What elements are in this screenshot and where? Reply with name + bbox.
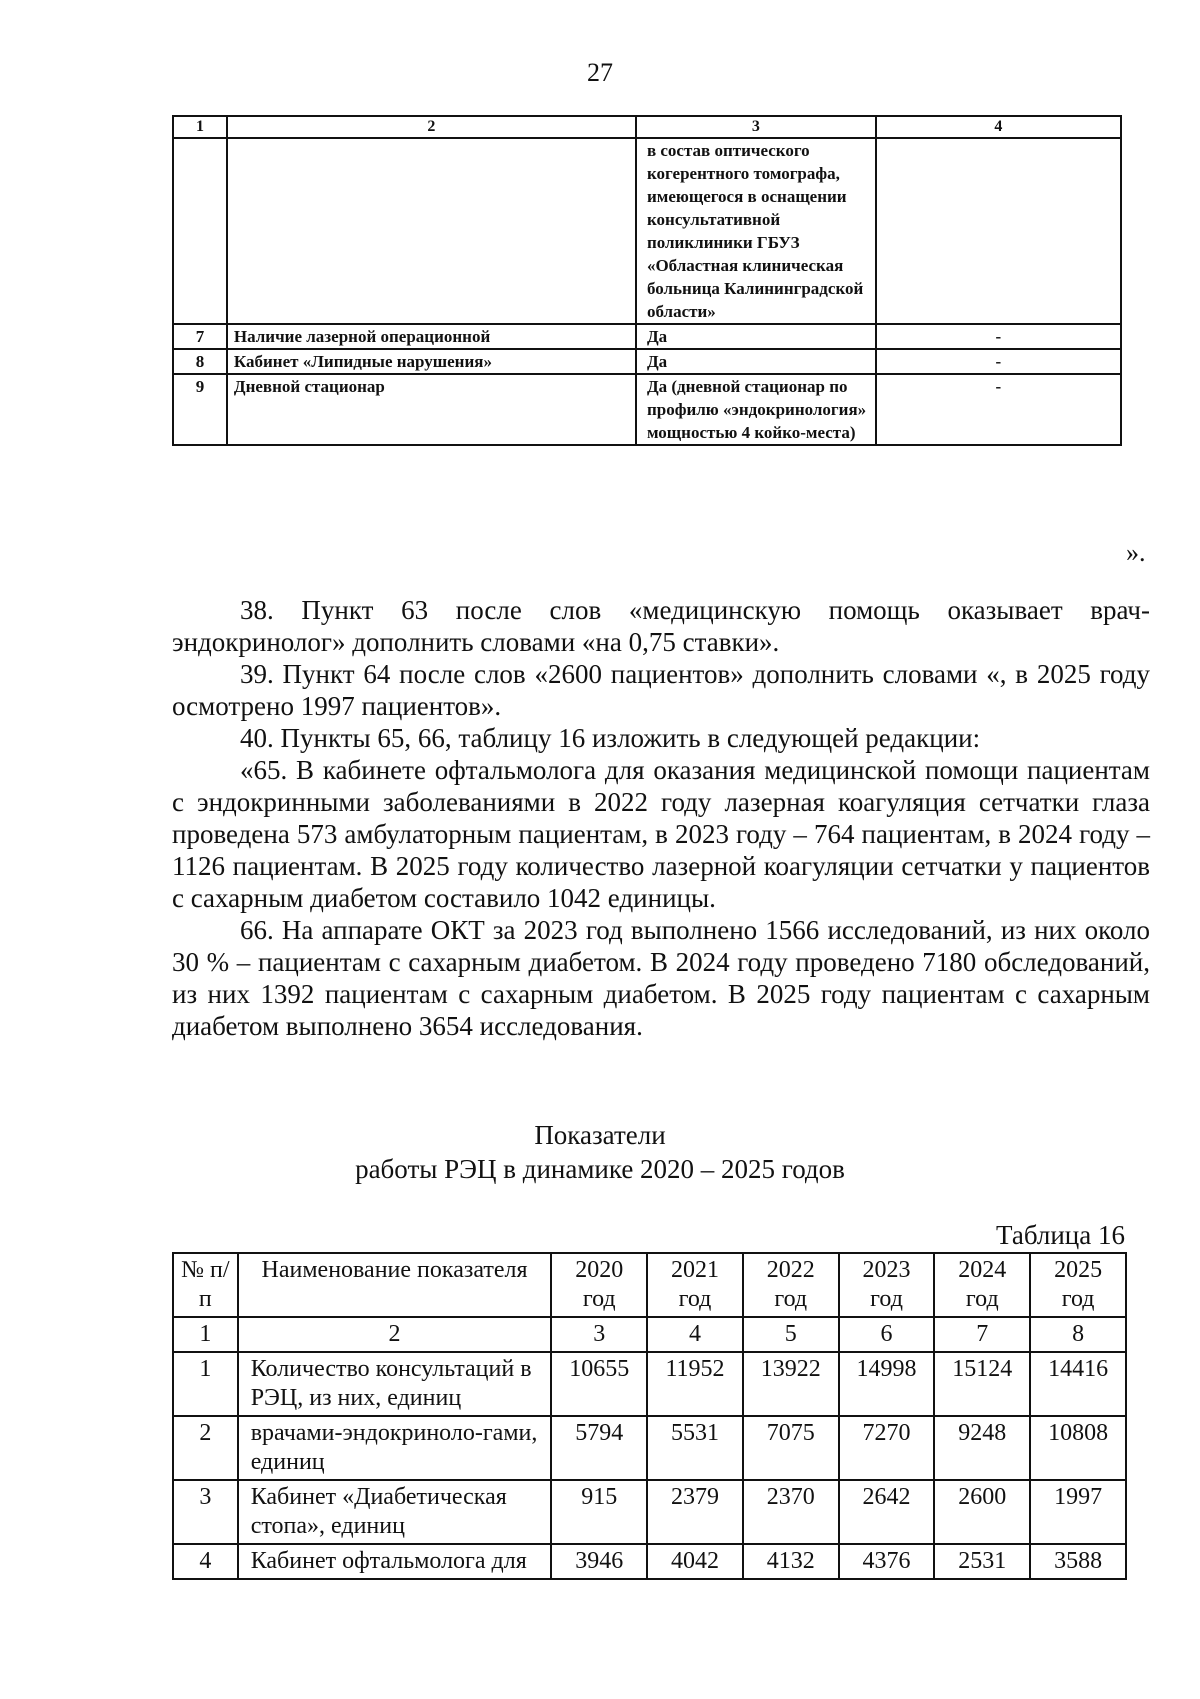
- table-row: [173, 1544, 1126, 1579]
- table-row: [173, 1352, 1126, 1416]
- row-name: врачами-эндокриноло-гами, единиц: [238, 1416, 552, 1480]
- row-name: Количество консультаций в РЭЦ, из них, единиц: [238, 1352, 552, 1416]
- row-note: [876, 138, 1121, 324]
- caption-line-1: Показатели: [534, 1120, 666, 1150]
- body-text: [172, 594, 1150, 1042]
- row-value: 14998: [839, 1352, 935, 1416]
- header-cell: 2: [227, 116, 636, 138]
- row-number: 3: [173, 1480, 238, 1544]
- column-number: 4: [647, 1317, 743, 1352]
- row-note: -: [876, 324, 1121, 349]
- paragraph-66: 66. На аппарате ОКТ за 2023 год выполнено 1566 исследований, из них около 30 % – пациентам с сахарным диабетом. В 2024 году проведено 7180 обследований, из них 1392 пациентам с сахарным диабетом. В 2025 году пациентам с сахарным диабетом выполнено 3654 исследования.: [172, 915, 1150, 1041]
- closing-quote-mark: ».: [1126, 538, 1146, 567]
- row-number: 9: [173, 374, 227, 445]
- header-cell: 3: [636, 116, 876, 138]
- table-row: [173, 374, 1121, 445]
- column-number: 5: [743, 1317, 839, 1352]
- row-value: 7270: [839, 1416, 935, 1480]
- column-number: 7: [934, 1317, 1030, 1352]
- row-value: 4042: [647, 1544, 743, 1579]
- row-value: Да: [636, 324, 876, 349]
- row-value: 1997: [1030, 1480, 1126, 1544]
- row-value: 10808: [1030, 1416, 1126, 1480]
- row-value: 4376: [839, 1544, 935, 1579]
- indicators-table: [172, 1252, 1127, 1580]
- row-value: 4132: [743, 1544, 839, 1579]
- row-value: 2600: [934, 1480, 1030, 1544]
- row-name: Кабинет «Диабетическая стопа», единиц: [238, 1480, 552, 1544]
- column-number: 2: [238, 1317, 552, 1352]
- paragraph-40: 40. Пункты 65, 66, таблицу 16 изложить в следующей редакции:: [240, 723, 981, 753]
- header-year: 2025 год: [1030, 1253, 1126, 1317]
- row-value: 2531: [934, 1544, 1030, 1579]
- table-caption: [0, 1118, 1200, 1186]
- header-year: 2020 год: [551, 1253, 647, 1317]
- header-num: № п/п: [173, 1253, 238, 1317]
- row-number: 4: [173, 1544, 238, 1579]
- row-value: 2379: [647, 1480, 743, 1544]
- row-note: -: [876, 374, 1121, 445]
- row-value: Да (дневной стационар по профилю «эндокринология» мощностью 4 койко-места): [636, 374, 876, 445]
- table-label: Таблица 16: [996, 1220, 1125, 1250]
- caption-line-2: работы РЭЦ в динамике 2020 – 2025 годов: [355, 1154, 845, 1184]
- row-value: 10655: [551, 1352, 647, 1416]
- page-number: 27: [587, 58, 613, 87]
- row-number: [173, 138, 227, 324]
- column-number: 8: [1030, 1317, 1126, 1352]
- row-name: Кабинет «Липидные нарушения»: [227, 349, 636, 374]
- row-number: 1: [173, 1352, 238, 1416]
- row-value: 11952: [647, 1352, 743, 1416]
- row-value: 13922: [743, 1352, 839, 1416]
- row-value: 2642: [839, 1480, 935, 1544]
- row-value: 915: [551, 1480, 647, 1544]
- header-cell: 4: [876, 116, 1121, 138]
- header-year: 2023 год: [839, 1253, 935, 1317]
- paragraph-39: 39. Пункт 64 после слов «2600 пациентов» дополнить словами «, в 2025 году осмотрено 1997 пациентов».: [172, 659, 1150, 721]
- row-value: 2370: [743, 1480, 839, 1544]
- column-number: 1: [173, 1317, 238, 1352]
- continuation-table: [172, 115, 1122, 446]
- row-note: -: [876, 349, 1121, 374]
- row-value: 3588: [1030, 1544, 1126, 1579]
- header-year: 2022 год: [743, 1253, 839, 1317]
- row-name: Дневной стационар: [227, 374, 636, 445]
- table-row: [173, 1480, 1126, 1544]
- row-name: Кабинет офтальмолога для: [238, 1544, 552, 1579]
- row-value: 5531: [647, 1416, 743, 1480]
- row-value: 15124: [934, 1352, 1030, 1416]
- column-number: 3: [551, 1317, 647, 1352]
- header-year: 2024 год: [934, 1253, 1030, 1317]
- row-value: 14416: [1030, 1352, 1126, 1416]
- row-name: Наличие лазерной операционной: [227, 324, 636, 349]
- row-number: 2: [173, 1416, 238, 1480]
- table-row: [173, 324, 1121, 349]
- table-header-row: [173, 1253, 1126, 1317]
- row-value: 9248: [934, 1416, 1030, 1480]
- row-value: Да: [636, 349, 876, 374]
- header-name: Наименование показателя: [238, 1253, 552, 1317]
- row-value: в состав оптического когерентного томографа, имеющегося в оснащении консультативной поликлиники ГБУЗ «Областная клиническая больница Калининградской области»: [636, 138, 876, 324]
- table-row: [173, 1416, 1126, 1480]
- header-year: 2021 год: [647, 1253, 743, 1317]
- row-value: 5794: [551, 1416, 647, 1480]
- table-row: [173, 138, 1121, 324]
- header-cell: 1: [173, 116, 227, 138]
- paragraph-65: «65. В кабинете офтальмолога для оказания медицинской помощи пациентам с эндокринными заболеваниями в 2022 году лазерная коагуляция сетчатки глаза проведена 573 амбулаторным пациентам, в 2023 году – 764 пациентам, в 2024 году – 1126 пациентам. В 2025 году количество лазерной коагуляции сетчатки у пациентов с сахарным диабетом составило 1042 единицы.: [172, 755, 1150, 913]
- table-header-row: [173, 116, 1121, 138]
- row-value: 3946: [551, 1544, 647, 1579]
- column-number: 6: [839, 1317, 935, 1352]
- row-number: 8: [173, 349, 227, 374]
- row-name: [227, 138, 636, 324]
- column-number-row: [173, 1317, 1126, 1352]
- row-value: 7075: [743, 1416, 839, 1480]
- row-number: 7: [173, 324, 227, 349]
- table-row: [173, 349, 1121, 374]
- paragraph-38: 38. Пункт 63 после слов «медицинскую помощь оказывает врач-эндокринолог» дополнить словами «на 0,75 ставки».: [172, 595, 1150, 657]
